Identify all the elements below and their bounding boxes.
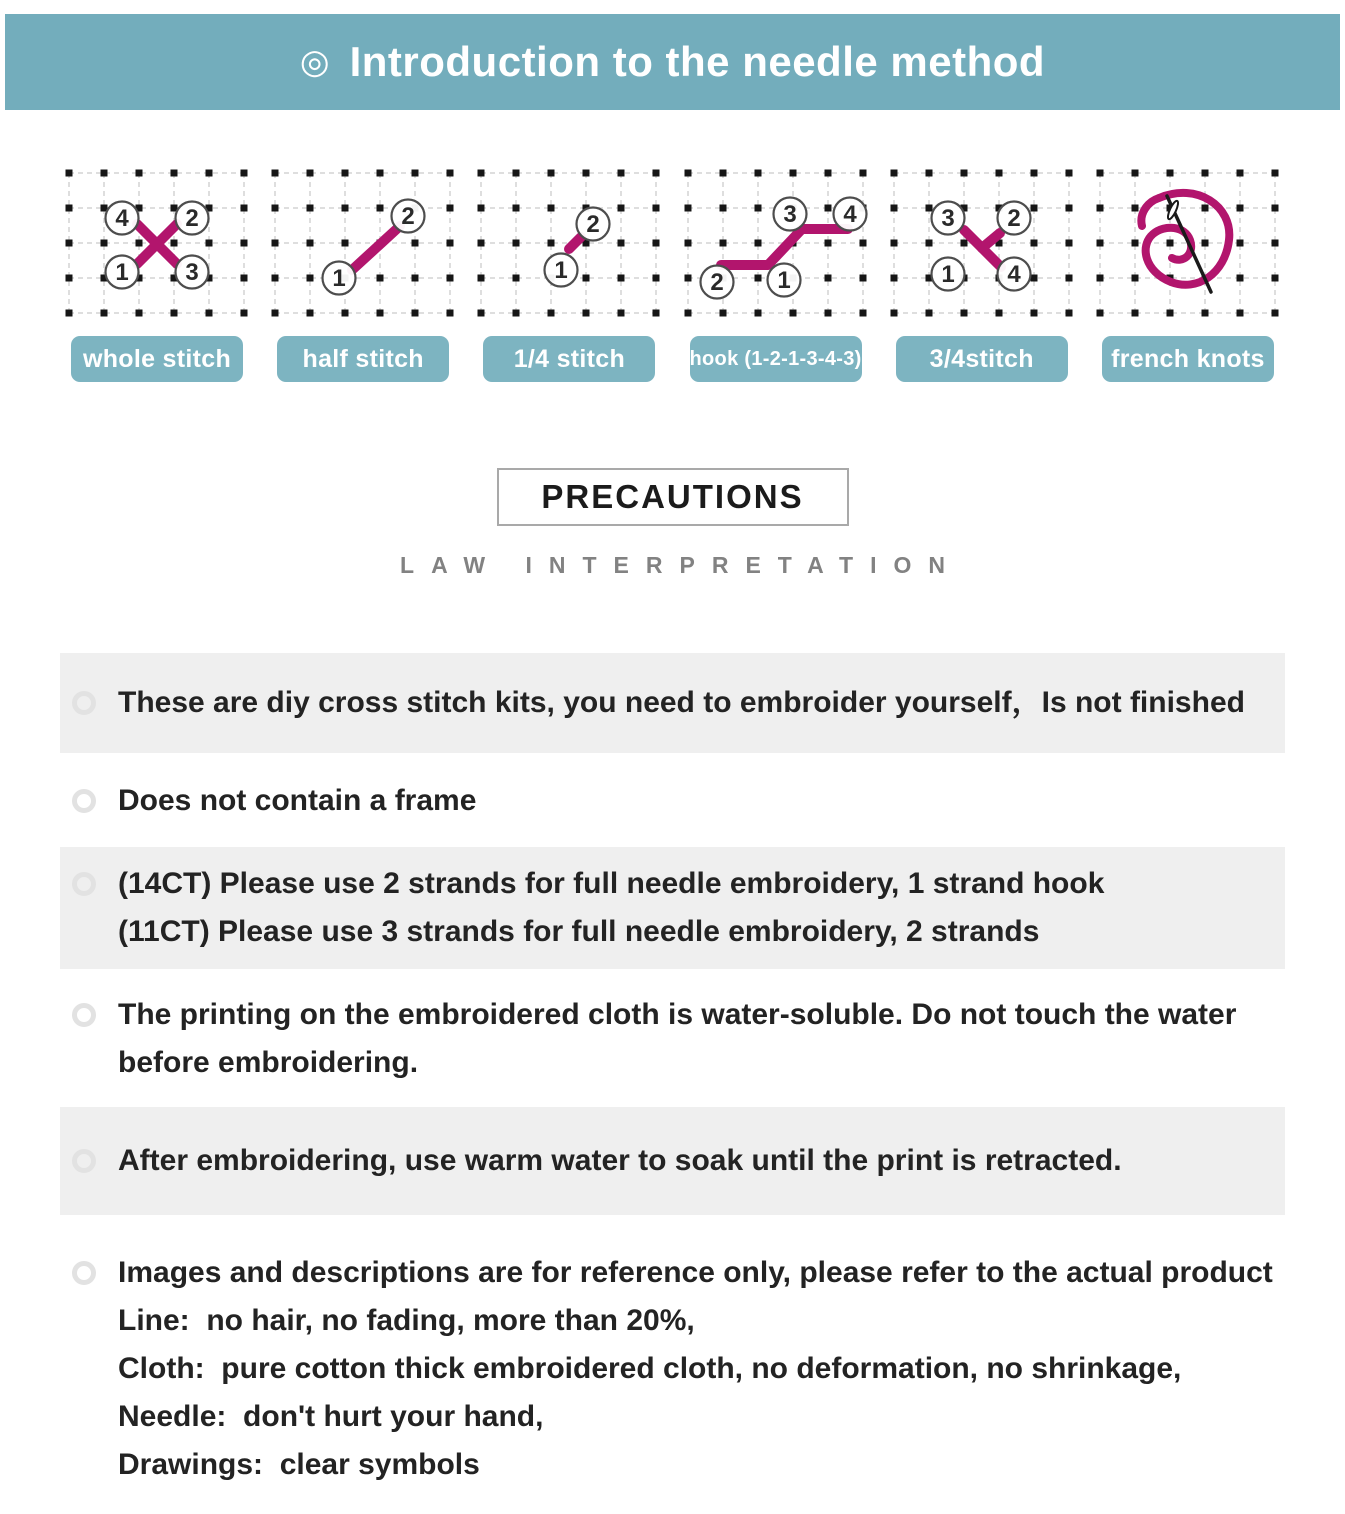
note-line: before embroidering. [118, 1046, 419, 1079]
page-title: Introduction to the needle method [349, 38, 1046, 85]
stitch-label-half-stitch: half stitch [277, 336, 449, 382]
note-line: The printing on the embroidered cloth is water-soluble. Do not touch the water [118, 998, 1237, 1031]
stitch-step-number: 2 [586, 211, 601, 238]
hook-stitch-diagram [681, 168, 871, 318]
stitch-label-whole-stitch: whole stitch [71, 336, 243, 382]
stitch-step-number: 2 [709, 269, 724, 296]
stitch-label-three-quarter-stitch: 3/4stitch [896, 336, 1068, 382]
stitch-step-number: 4 [115, 205, 129, 232]
ring-bullet-icon [72, 872, 96, 896]
stitch-label-hook-stitch: hook (1-2-1-3-4-3) [690, 336, 862, 382]
note-line: (14CT) Please use 2 strands for full needle embroidery, 1 strand hook [118, 867, 1105, 900]
precautions-title: PRECAUTIONS [541, 478, 804, 515]
bullseye-icon: ◎ [299, 43, 330, 81]
note-line: Line: no hair, no fading, more than 20%, [118, 1304, 695, 1337]
whole-stitch-diagram [62, 168, 252, 318]
ring-bullet-icon [72, 1003, 96, 1027]
stitch-card-hook-stitch [681, 168, 871, 382]
stitch-step-number: 4 [1007, 261, 1021, 288]
stitch-card-three-quarter-stitch [887, 168, 1077, 382]
note-text-block [118, 679, 1245, 727]
note-line: Drawings: clear symbols [118, 1448, 480, 1481]
law-interpretation-subtitle: LAW INTERPRETATION [400, 552, 962, 578]
stitch-label-french-knots: french knots [1102, 336, 1274, 382]
note-row [60, 991, 1285, 1087]
stitch-card-french-knots [1093, 168, 1283, 382]
note-row [60, 653, 1285, 753]
ring-bullet-icon [72, 691, 96, 715]
stitch-step-number: 3 [185, 259, 199, 286]
stitch-step-number: 1 [115, 259, 129, 286]
stitch-card-quarter-stitch [474, 168, 664, 382]
header-banner [5, 14, 1340, 110]
stitch-step-number: 2 [185, 205, 199, 232]
note-text-block [118, 991, 1236, 1087]
stitch-label-quarter-stitch: 1/4 stitch [483, 336, 655, 382]
product-info-sheet [0, 14, 1345, 1489]
stitch-step-number: 4 [842, 201, 857, 228]
stitch-step-number: 1 [332, 265, 346, 292]
french-knots-diagram [1093, 168, 1283, 318]
stitch-card-whole-stitch [62, 168, 252, 382]
stitch-step-number: 3 [782, 201, 797, 228]
stitch-step-number: 3 [941, 205, 955, 232]
ring-bullet-icon [72, 1149, 96, 1173]
note-line: (11CT) Please use 3 strands for full needle embroidery, 2 strands [118, 915, 1040, 948]
ring-bullet-icon [72, 789, 96, 813]
stitch-step-number: 2 [401, 203, 415, 230]
stitch-diagram-row [0, 168, 1345, 382]
stitch-step-number: 1 [776, 267, 791, 294]
note-text-block [118, 1249, 1273, 1489]
note-text-block [118, 1137, 1122, 1185]
three-quarter-stitch-diagram [887, 168, 1077, 318]
note-text-block [118, 860, 1104, 956]
note-line: Cloth: pure cotton thick embroidered cloth, no deformation, no shrinkage, [118, 1352, 1182, 1385]
note-row [60, 1249, 1285, 1489]
note-line: Images and descriptions are for reference only, please refer to the actual product [118, 1256, 1273, 1289]
stitch-step-number: 1 [941, 261, 955, 288]
note-line: These are diy cross stitch kits, you need to embroider yourself，Is not finished [118, 686, 1245, 719]
precaution-notes-list [60, 653, 1285, 1489]
stitch-step-number: 1 [554, 257, 569, 284]
note-line: After embroidering, use warm water to soak until the print is retracted. [118, 1144, 1122, 1177]
stitch-step-number: 2 [1007, 205, 1021, 232]
half-stitch-diagram [268, 168, 458, 318]
ring-bullet-icon [72, 1261, 96, 1285]
note-line: Needle: don't hurt your hand, [118, 1400, 544, 1433]
note-row [60, 777, 1285, 825]
quarter-stitch-diagram [474, 168, 664, 318]
note-row [60, 1107, 1285, 1215]
stitch-card-half-stitch [268, 168, 458, 382]
precautions-box [497, 468, 849, 526]
note-row [60, 847, 1285, 969]
note-line: Does not contain a frame [118, 784, 477, 817]
note-text-block [118, 777, 476, 825]
